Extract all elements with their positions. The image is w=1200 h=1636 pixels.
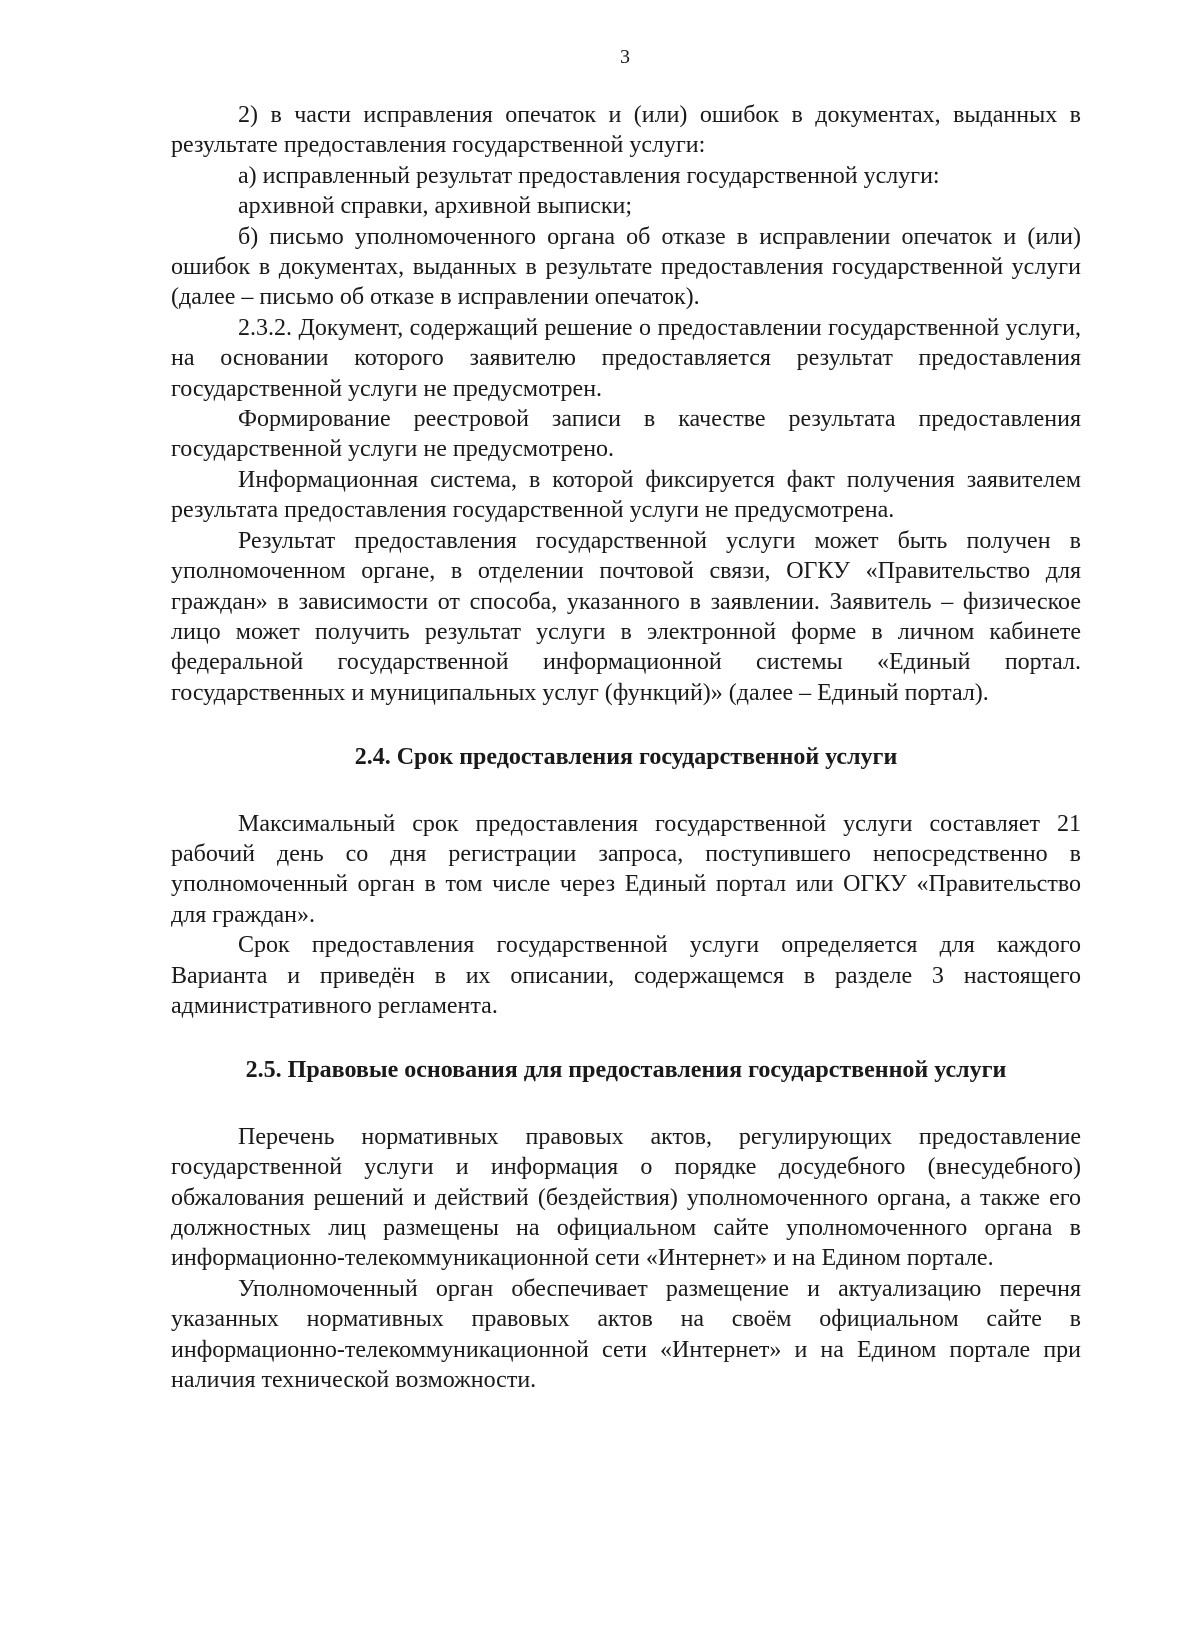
paragraph: Перечень нормативных правовых актов, регулирующих предоставление государственной услуги и информация о порядке досудебного (внесудебного) обжалования решений и действий (бездействия) уполномоченного органа, а также его должностных лиц размещены на официальном сайте уполномоченного органа в информационно-телекоммуникационной сети «Интернет» и на Едином портале. [171,1123,1081,1272]
paragraph: Срок предоставления государственной услуги определяется для каждого Варианта и приведён в их описании, содержащемся в разделе 3 настоящего административного регламента. [171,932,1081,1019]
section-heading-2-4: 2.4. Срок предоставления государственной услуги [354,744,898,771]
paragraph: б) письмо уполномоченного органа об отказе в исправлении опечаток и (или) ошибок в документах, выданных в результате предоставления государственной услуги (далее – письмо об отказе в исправлении опечаток). [171,223,1081,311]
section-heading-2-5: 2.5. Правовые основания для предоставления государственной услуги [245,1057,1007,1084]
document-body [171,100,1081,1395]
paragraph: Результат предоставления государственной услуги может быть получен в уполномоченном органе, в отделении почтовой связи, ОГКУ «Правительство для граждан» в зависимости от способа, указанного в заявлении. Заявитель – физическое лицо может получить результат услуги в электронной форме в личном кабинете федеральной государственной информационной системы «Единый портал. государственных и муниципальных услуг (функций)» (далее – Единый портал). [171,527,1081,706]
paragraph: 2) в части исправления опечаток и (или) ошибок в документах, выданных в результате предоставления государственной услуги: [171,102,1081,159]
paragraph: 2.3.2. Документ, содержащий решение о предоставлении государственной услуги, на основании которого заявителю предоставляется результат предоставления государственной услуги не предусмотрен. [171,314,1081,402]
paragraph: Уполномоченный орган обеспечивает размещение и актуализацию перечня указанных нормативных правовых актов на своём официальном сайте в информационно-телекоммуникационной сети «Интернет» и на Едином портале при наличия технической возможности. [171,1275,1081,1394]
paragraph: архивной справки, архивной выписки; [238,193,632,220]
paragraph: а) исправленный результат предоставления государственной услуги: [238,162,940,189]
paragraph: Формирование реестровой записи в качестве результата предоставления государственной услуги не предусмотрено. [171,406,1081,463]
paragraph: Максимальный срок предоставления государственной услуги составляет 21 рабочий день со дня регистрации запроса, поступившего непосредственно в уполномоченный орган в том числе через Единый портал или ОГКУ «Правительство для граждан». [171,810,1081,928]
page-number: 3 [620,46,630,68]
paragraph: Информационная система, в которой фиксируется факт получения заявителем результата предоставления государственной услуги не предусмотрена. [171,466,1081,524]
